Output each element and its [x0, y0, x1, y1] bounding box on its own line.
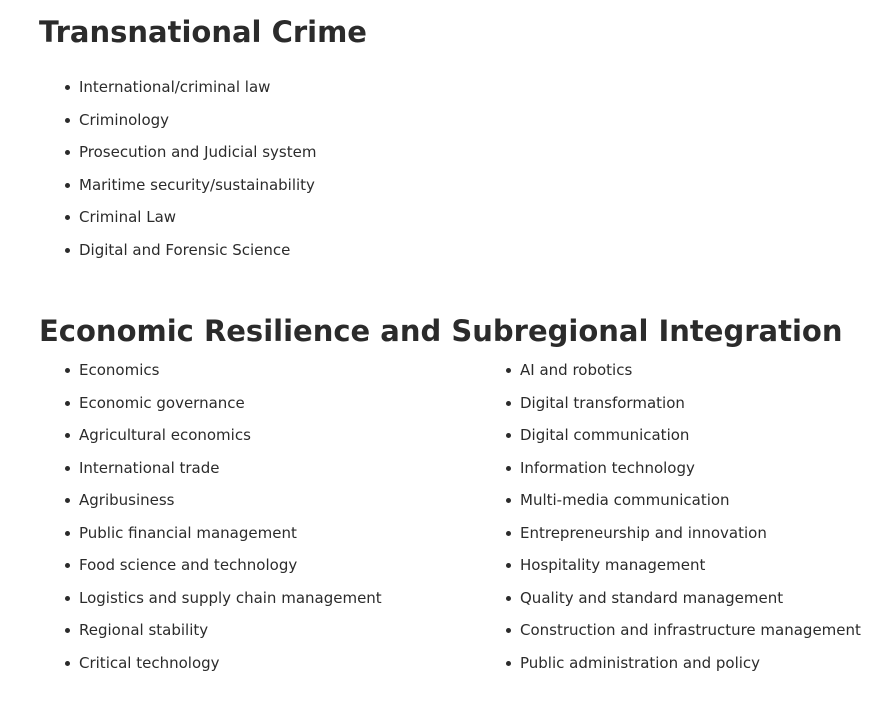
list-item: Critical technology: [65, 653, 382, 686]
list-item: International/criminal law: [65, 77, 316, 110]
list-item: Digital and Forensic Science: [65, 240, 316, 273]
list-item: Public administration and policy: [506, 653, 861, 686]
list-item: Regional stability: [65, 620, 382, 653]
list-item: Logistics and supply chain management: [65, 588, 382, 621]
list-item: International trade: [65, 458, 382, 491]
economic-resilience-list-right: [506, 360, 861, 685]
list-item: Quality and standard management: [506, 588, 861, 621]
list-item: Hospitality management: [506, 555, 861, 588]
list-item: AI and robotics: [506, 360, 861, 393]
list-item: Economics: [65, 360, 382, 393]
list-item: Digital transformation: [506, 393, 861, 426]
list-item: Food science and technology: [65, 555, 382, 588]
list-item: Agricultural economics: [65, 425, 382, 458]
list-item: Maritime security/sustainability: [65, 175, 316, 208]
list-item: Digital communication: [506, 425, 861, 458]
list-item: Criminal Law: [65, 207, 316, 240]
section-title-transnational-crime: Transnational Crime: [39, 15, 367, 49]
list-item: Construction and infrastructure management: [506, 620, 861, 653]
list-item: Public financial management: [65, 523, 382, 556]
list-item: Multi-media communication: [506, 490, 861, 523]
list-item: Prosecution and Judicial system: [65, 142, 316, 175]
section-title-economic-resilience: Economic Resilience and Subregional Integration: [39, 314, 843, 348]
list-item: Agribusiness: [65, 490, 382, 523]
economic-resilience-list-left: [65, 360, 382, 685]
list-item: Criminology: [65, 110, 316, 143]
transnational-crime-list: [65, 77, 316, 272]
list-item: Economic governance: [65, 393, 382, 426]
list-item: Entrepreneurship and innovation: [506, 523, 861, 556]
list-item: Information technology: [506, 458, 861, 491]
